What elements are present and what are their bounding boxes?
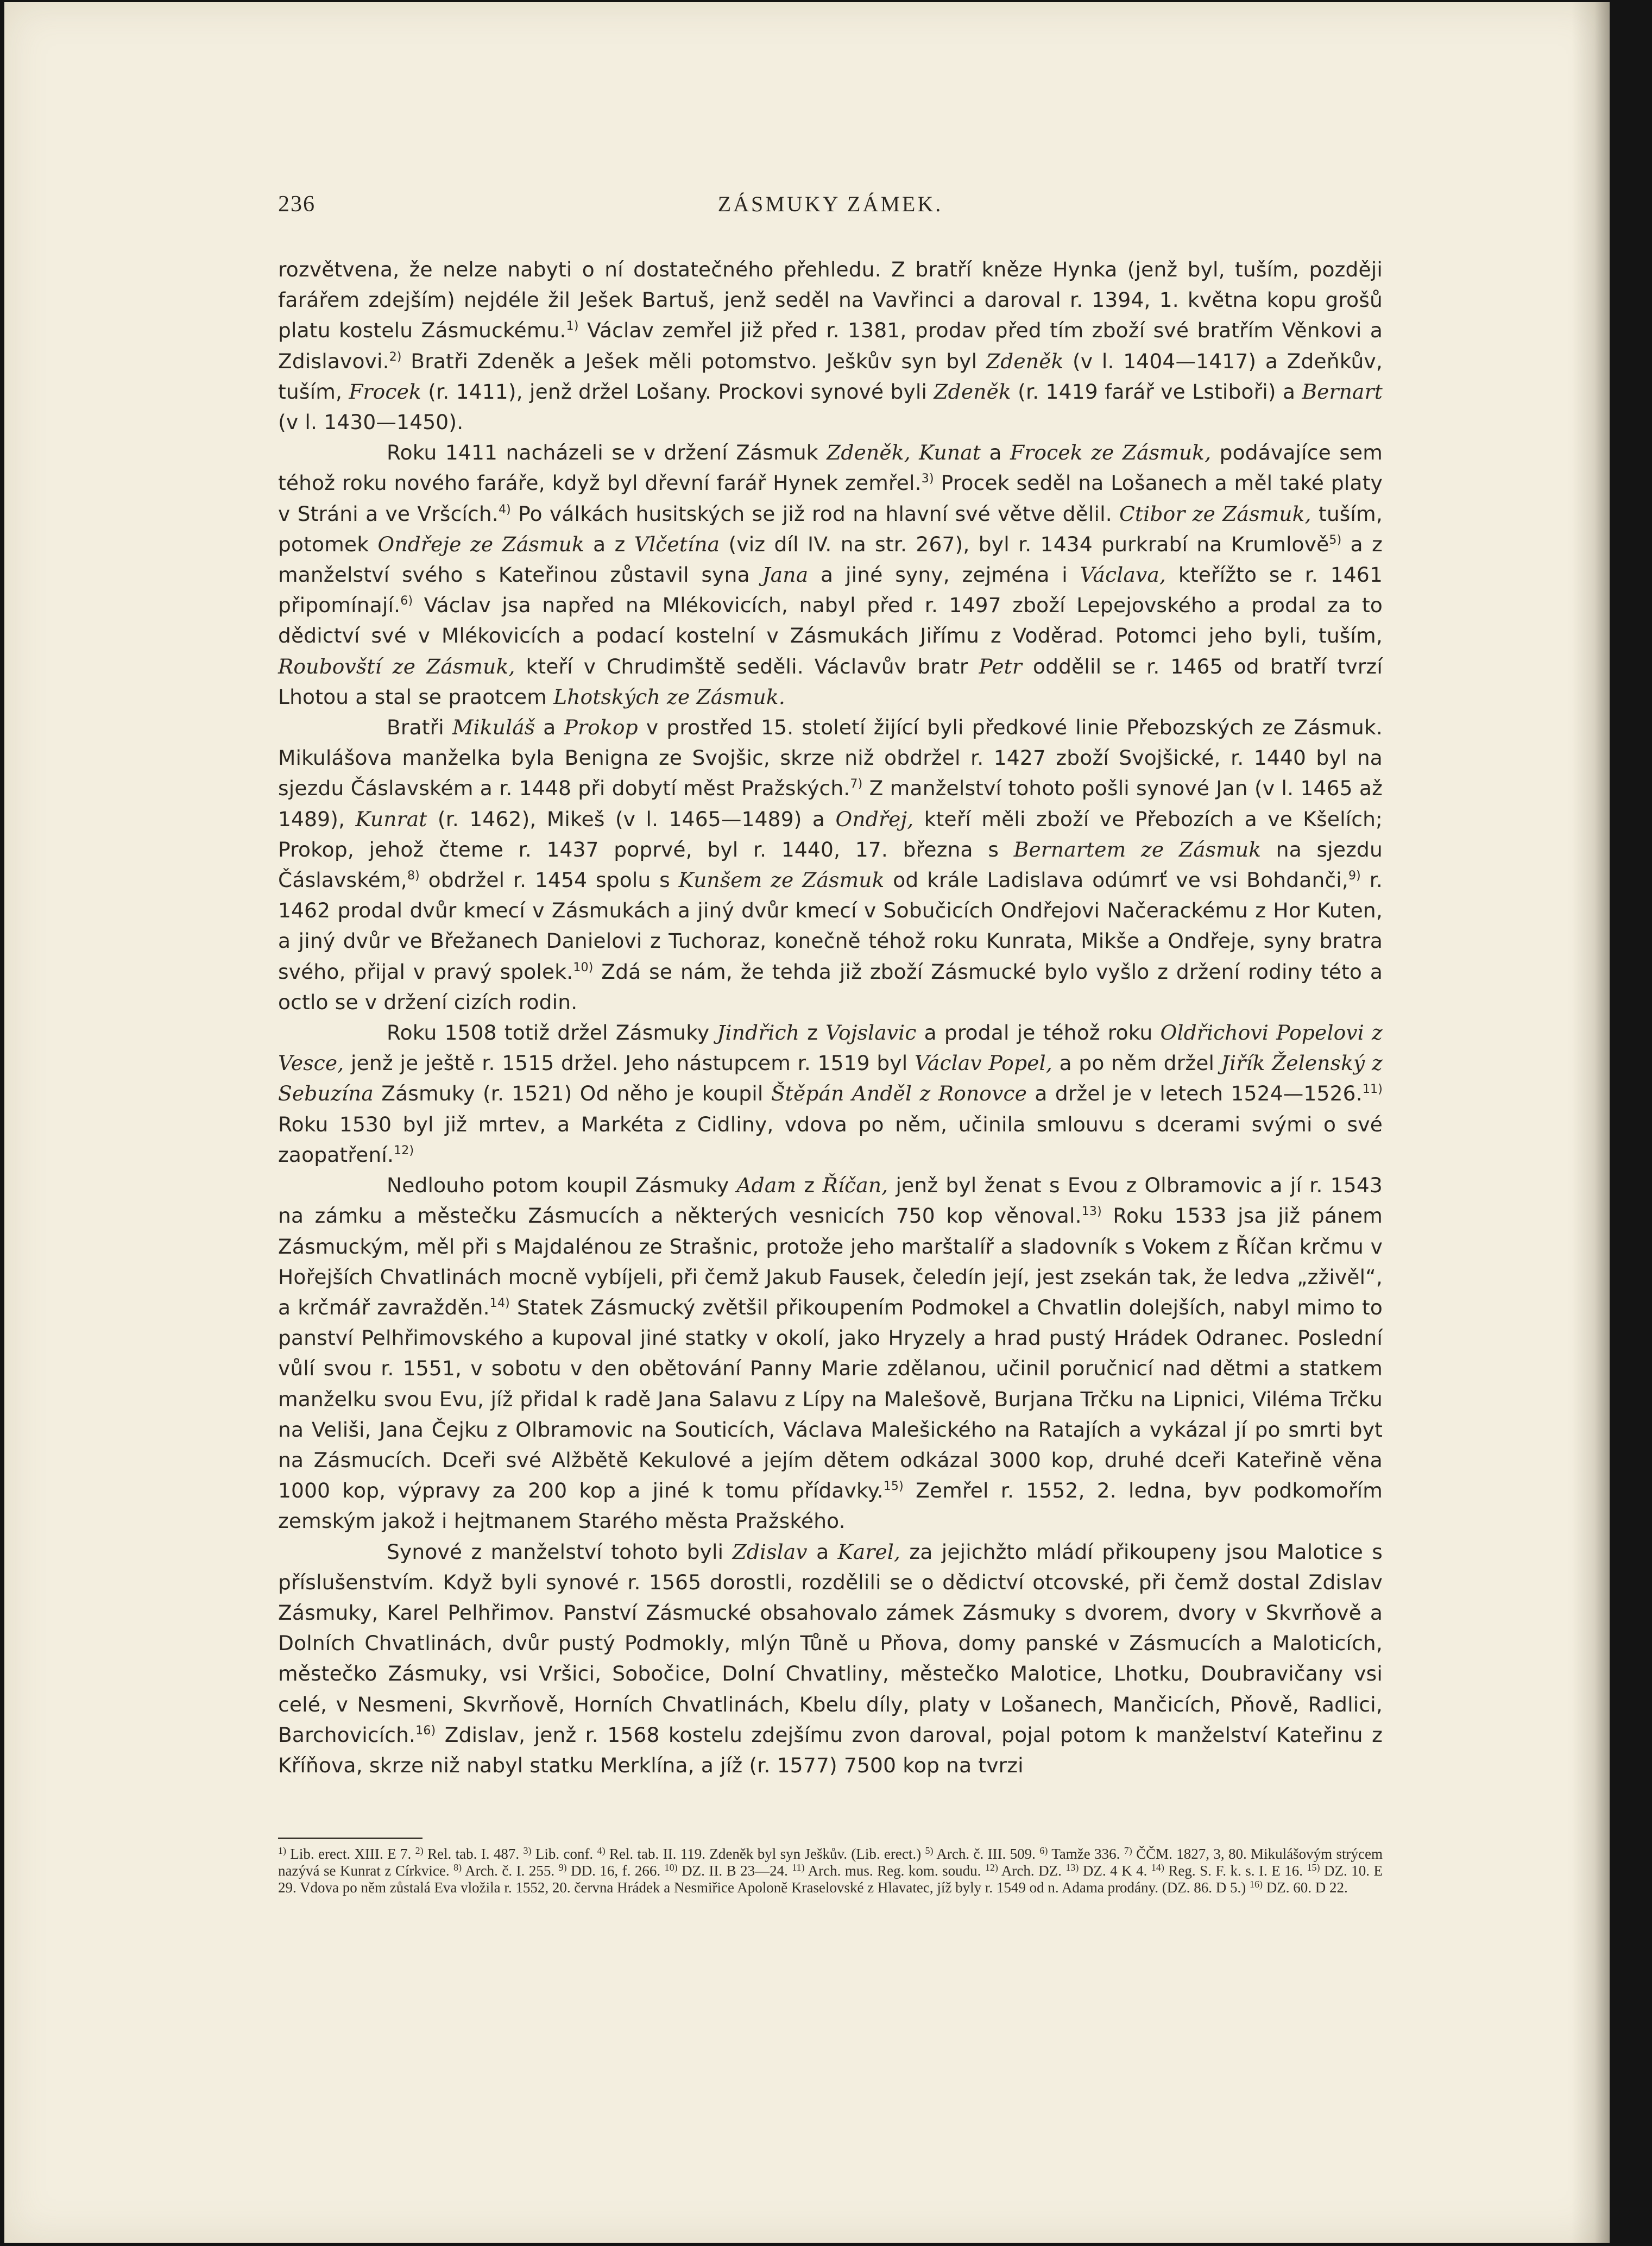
footnote-ref: 2) [389, 350, 402, 364]
text-run: (r. 1419 farář ve Lstiboři) a [1011, 379, 1302, 404]
text-run: Roku 1530 byl již mrtev, a Markéta z Cidliny, vdova po něm, učinila smlouvu s dcerami svými o své zaopatření. [278, 1112, 1383, 1167]
text-run: Zásmuky (r. 1521) Od něho je koupil [373, 1081, 771, 1106]
footnote-ref: 13) [1081, 1205, 1102, 1219]
text-run: Václav zemřel již před r. 1381, prodav před tím zboží své bratřím Věnkovi a Zdislavovi. [278, 318, 1383, 373]
italic-name: Vojslavic [825, 1021, 917, 1045]
text-run: v prostřed 15. století žijící byli předkové linie Přebozských ze Zásmuk. Mikulášova manželka byla Benigna ze Svojšic, skrze niž obdržel r. 1427 zboží Svojšické, r. 1440 byl na sjezdu Čáslavském a r. 1448 při dobytí měst Pražských. [278, 715, 1383, 801]
text-run: Procek seděl na Lošanech a měl také platy v Stráni a ve Vršcích. [278, 471, 1383, 526]
italic-name: Karel, [837, 1539, 901, 1564]
italic-name: Bernartem ze Zásmuk [1013, 837, 1262, 861]
text-run: Václav jsa napřed na Mlékovicích, nabyl před r. 1497 zboží Lepejovského a prodal za to dědictví své v Mlékovicích a podací kostelní v Zásmukách Jiřímu z Voděrad. Potomci jeho byli, tuším, [278, 593, 1383, 648]
text-run: Bratři [387, 715, 452, 740]
italic-name: Ondřej, [835, 807, 914, 831]
paragraph [278, 437, 1383, 712]
text-run: Statek Zásmucký zvětšil přikoupením Podmokel a Chvatlin dolejších, nabyl mimo to panství Pelhřimovského a kupoval jiné statky v okolí, jako Hryzely a hrad pustý Hrádek Odranec. Poslední vůlí svou r. 1551, v sobotu v den obětování Panny Marie zdělanou, učinil poručnicí nad dětmi a statkem manželku svou Evu, jíž přidal k radě Jana Salavu z Lípy na Malešově, Burjana Trčku na Lipnici, Viléma Trčku na Veliši, Jana Čejku z Olbramovic na Souticích, Václava Malešického na Ratajích a vykázal jí po smrti byt na Zásmucích. Dceři své Alžbětě Kekulové a jejím dětem odkázal 3000 kop, druhé dceři Kateřině věna 1000 kop, výpravy za 200 kop a jiné k tomu přídavky. [278, 1295, 1383, 1503]
footnote-ref: 10) [573, 960, 594, 974]
footnote-ref: 8) [453, 1862, 462, 1873]
paragraph [278, 1170, 1383, 1536]
text-run: obdržel r. 1454 spolu s [419, 868, 679, 892]
italic-name: Frocek ze Zásmuk, [1010, 441, 1212, 465]
text-run: a z [584, 532, 634, 556]
text-run: Lib. conf. [531, 1846, 597, 1862]
text-run: a [535, 715, 564, 740]
text-run: jenž byl ženat s Evou z Olbramovic a jí r. 1543 na zámku a městečku Zásmucích a některých vesnicích 750 kop věnoval. [278, 1173, 1383, 1228]
text-run: DZ. II. B 23—24. [677, 1863, 792, 1879]
text-run: Roku 1508 totiž držel Zásmuky [387, 1021, 717, 1045]
footnote-ref: 12) [394, 1143, 414, 1157]
text-run: (r. 1462), Mikeš (v l. 1465—1489) a [427, 807, 836, 831]
paragraph [278, 1017, 1383, 1170]
footnotes [278, 1846, 1383, 1896]
text-run: Rel. tab. II. 119. Zdeněk byl syn Ješkův. (Lib. erect.) [605, 1846, 925, 1862]
text-run: Synové z manželství tohoto byli [387, 1539, 733, 1564]
text-run: tuším, potomek [278, 501, 1383, 556]
text-run: (v l. 1404—1417) a Zdeňkův, tuším, [278, 349, 1383, 404]
text-run: na sjezdu Čáslavském, [278, 837, 1383, 892]
italic-name: Oldřichovi Popelovi z Vesce, [278, 1021, 1383, 1075]
text-run: a po něm držel [1052, 1051, 1221, 1075]
running-title: ZÁSMUKY ZÁMEK. [717, 192, 943, 216]
italic-name: Ondřeje ze Zásmuk [377, 532, 584, 556]
footnote-ref: 9) [558, 1862, 567, 1873]
italic-name: Zdislav [732, 1539, 808, 1564]
italic-name: Štěpán Anděl z Ronovce [771, 1081, 1027, 1106]
text-run: kteřížto se r. 1461 připomínají. [278, 563, 1383, 618]
text-run: a [807, 1539, 838, 1564]
text-run: Po válkách husitských se již rod na hlavní své větve dělil. [510, 501, 1120, 526]
text-run: a držel je v letech 1524—1526. [1027, 1081, 1363, 1106]
footnote-ref: 7) [1124, 1845, 1132, 1856]
text-run: Reg. S. F. k. s. I. E 16. [1164, 1863, 1307, 1879]
italic-name: Adam [736, 1173, 797, 1198]
italic-name: Lhotských ze Zásmuk. [553, 684, 785, 709]
text-run: (v l. 1430—1450). [278, 410, 464, 435]
body-text [278, 254, 1383, 1781]
footnote-ref: 6) [400, 594, 413, 608]
italic-name: Václava, [1080, 563, 1167, 587]
italic-name: Říčan, [822, 1173, 888, 1198]
footnote-ref: 4) [597, 1845, 606, 1856]
footnote-ref: 13) [1065, 1862, 1079, 1873]
footnote-ref: 15) [1307, 1862, 1320, 1873]
text-run: Zdislav, jenž r. 1568 kostelu zdejšímu zvon daroval, pojal potom k manželství Kateřinu z Kříňova, skrze niž nabyl statku Merklína, a jíž (r. 1577) 7500 kop na tvrzi [278, 1722, 1383, 1777]
text-run: DZ. 10. E 29. Vdova po něm zůstalá Eva vložila r. 1552, 20. června Hrádek a Nesmiřice Apoloně Kraselovské z Hlavatec, jíž byly r. 1549 od n. Adama prodány. (DZ. 86. D 5.) [278, 1863, 1383, 1896]
italic-name: Ctibor ze Zásmuk, [1119, 501, 1311, 526]
text-run: Z manželství tohoto pošli synové Jan (v l. 1465 až 1489), [278, 776, 1383, 831]
footnote-ref: 8) [407, 869, 420, 883]
text-run: oddělil se r. 1465 od bratří tvrzí Lhotou a stal se praotcem [278, 654, 1383, 709]
footnote-ref: 5) [1329, 533, 1342, 547]
text-run: rozvětvena, že nelze nabyti o ní dostatečného přehledu. Z bratří kněze Hynka (jenž byl, tuším, později farářem zdejším) nejdéle žil Ješek Bartuš, jenž seděl na Vavřinci a daroval r. 1394, 1. května kopu grošů platu kostelu Zásmuckému. [278, 257, 1383, 343]
footnote-ref: 15) [883, 1480, 904, 1494]
italic-name: Zdeněk, Kunat [827, 441, 981, 465]
footnote-ref: 3) [921, 472, 934, 486]
footnote-ref: 11) [792, 1862, 805, 1873]
italic-name: Roubovští ze Zásmuk, [278, 654, 515, 678]
italic-name: Kunrat [355, 807, 427, 831]
footnote-ref: 9) [1348, 869, 1361, 883]
italic-name: Mikuláš [452, 715, 535, 740]
text-run: Roku 1533 jsa již pánem Zásmuckým, měl při s Majdalénou ze Strašnic, protože jeho marštalíř a sladovník s Vokem z Říčan krčmu v Hořejších Chvatlinách mocně vybíjeli, při čemž Jakub Fausek, čeledín její, jest zsekán tak, že ledva „zživěl“, a krčmář zavražděn. [278, 1204, 1383, 1319]
text-run: jenž je ještě r. 1515 držel. Jeho nástupcem r. 1519 byl [344, 1051, 915, 1075]
italic-name: Zdeněk [934, 379, 1011, 404]
footnote-ref: 10) [664, 1862, 678, 1873]
footnote-ref: 3) [523, 1845, 532, 1856]
italic-name: Prokop [564, 715, 638, 740]
italic-name: Kunšem ze Zásmuk [678, 868, 885, 892]
text-run: Roku 1411 nacházeli se v držení Zásmuk [387, 441, 827, 465]
text-run: z [796, 1173, 823, 1198]
paragraph [278, 254, 1383, 437]
footnote-ref: 1) [566, 319, 579, 334]
text-run: ČČM. 1827, 3, 80. Mikulášovým strýcem nazývá se Kunrat z Církvice. [278, 1846, 1383, 1879]
footnote-ref: 14) [1151, 1862, 1164, 1873]
footnote-ref: 2) [415, 1845, 424, 1856]
text-run: a [981, 441, 1011, 465]
text-run: podávajíce sem téhož roku nového faráře, když byl dřevní farář Hynek zemřel. [278, 441, 1383, 495]
text-run: Zdá se nám, že tehda již zboží Zásmucké bylo vyšlo z držení rodiny této a octlo se v držení cizích rodin. [278, 959, 1383, 1014]
text-run: Bratři Zdeněk a Ješek měli potomstvo. Ješkův syn byl [401, 349, 986, 373]
text-run: a z manželství svého s Kateřinou zůstavil syna [278, 532, 1383, 587]
text-run: DZ. 4 K 4. [1079, 1863, 1151, 1879]
page-header [278, 191, 1383, 229]
page-edge-shadow [1572, 2, 1610, 2243]
footnote-ref: 16) [1250, 1879, 1263, 1890]
text-run: Arch. č. III. 509. [933, 1846, 1040, 1862]
footnote-rule [278, 1838, 423, 1839]
text-run: a jiné syny, zejména i [808, 563, 1080, 587]
paragraph [278, 1537, 1383, 1781]
footnote-ref: 12) [985, 1862, 998, 1873]
paragraph [278, 712, 1383, 1017]
text-run: (viz díl IV. na str. 267), byl r. 1434 purkrabí na Krumlově [720, 532, 1329, 556]
page-number: 236 [278, 192, 316, 217]
text-run: kteří měli zboží ve Přebozích a ve Kšelích; Prokop, jehož čteme r. 1437 poprvé, byl r. 1440, 17. března s [278, 807, 1383, 861]
text-run: DZ. 60. D 22. [1263, 1879, 1348, 1896]
text-run: (r. 1411), jenž držel Lošany. Prockovi synové byli [421, 379, 934, 404]
footnote-ref: 1) [278, 1845, 286, 1856]
italic-name: Frocek [349, 379, 421, 404]
italic-name: Jiřík Želenský z Sebuzína [278, 1051, 1383, 1106]
text-run: Rel. tab. I. 487. [423, 1846, 524, 1862]
italic-name: Vlčetína [634, 532, 720, 556]
footnote-ref: 5) [925, 1845, 934, 1856]
italic-name: Jana [762, 563, 809, 587]
text-run: Arch. mus. Reg. kom. soudu. [804, 1863, 985, 1879]
footnote-ref: 14) [489, 1296, 510, 1310]
text-run: z [799, 1021, 826, 1045]
text-run: Arch. č. I. 255. [462, 1863, 559, 1879]
footnote-ref: 7) [850, 777, 863, 791]
text-run: Tamže 336. [1048, 1846, 1124, 1862]
italic-name: Bernart [1302, 379, 1383, 404]
text-run: kteří v Chrudimště seděli. Václavův bratr [515, 654, 979, 678]
text-run: Lib. erect. XIII. E 7. [286, 1846, 415, 1862]
text-run: za jejichžto mládí přikoupeny jsou Malotice s příslušenstvím. Když byli synové r. 1565 dorostli, rozdělili se o dědictví otcovské, při čemž dostal Zdislav Zásmuky, Karel Pelhřimov. Panství Zásmucké obsahovalo zámek Zásmuky s dvorem, dvory v Skvrňově a Dolních Chvatlinách, dvůr pustý Podmokly, mlýn Tůně u Pňova, domy panské v Zásmucích a Maloticích, městečko Zásmuky, vsi Vršici, Sobočice, Dolní Chvatliny, městečko Malotice, Lhotku, Doubravičany vsi celé, v Nesmeni, Skvrňově, Horních Chvatlinách, Kbelu díly, platy v Lošanech, Mančicích, Pňově, Radlici, Barchovicích. [278, 1539, 1383, 1747]
footnote-ref: 6) [1039, 1845, 1048, 1856]
text-run: Arch. DZ. [998, 1863, 1066, 1879]
italic-name: Václav Popel, [915, 1051, 1052, 1075]
text-run: a prodal je téhož roku [916, 1021, 1161, 1045]
italic-name: Zdeněk [986, 349, 1064, 373]
footnote-ref: 4) [498, 502, 511, 517]
text-run: Zemřel r. 1552, 2. ledna, byv podkomořím zemským jakož i hejtmanem Starého města Pražského. [278, 1479, 1383, 1533]
italic-name: Petr [979, 654, 1023, 678]
text-run: od krále Ladislava odúmrť ve vsi Bohdanči, [884, 868, 1348, 892]
text-run: DD. 16, f. 266. [566, 1863, 665, 1879]
text-run: r. 1462 prodal dvůr kmecí v Zásmukách a jiný dvůr kmecí v Sobučicích Ondřejovi Načerackému z Hor Kuten, a jiný dvůr ve Břežanech Danielovi z Tuchoraz, konečně téhož roku Kunrata, Mikše a Ondřeje, syny bratra svého, přijal v pravý spolek. [278, 868, 1383, 984]
text-run: Nedlouho potom koupil Zásmuky [387, 1173, 737, 1198]
footnote-ref: 16) [415, 1723, 436, 1738]
italic-name: Jindřich [717, 1021, 800, 1045]
footnote-ref: 11) [1362, 1083, 1383, 1097]
